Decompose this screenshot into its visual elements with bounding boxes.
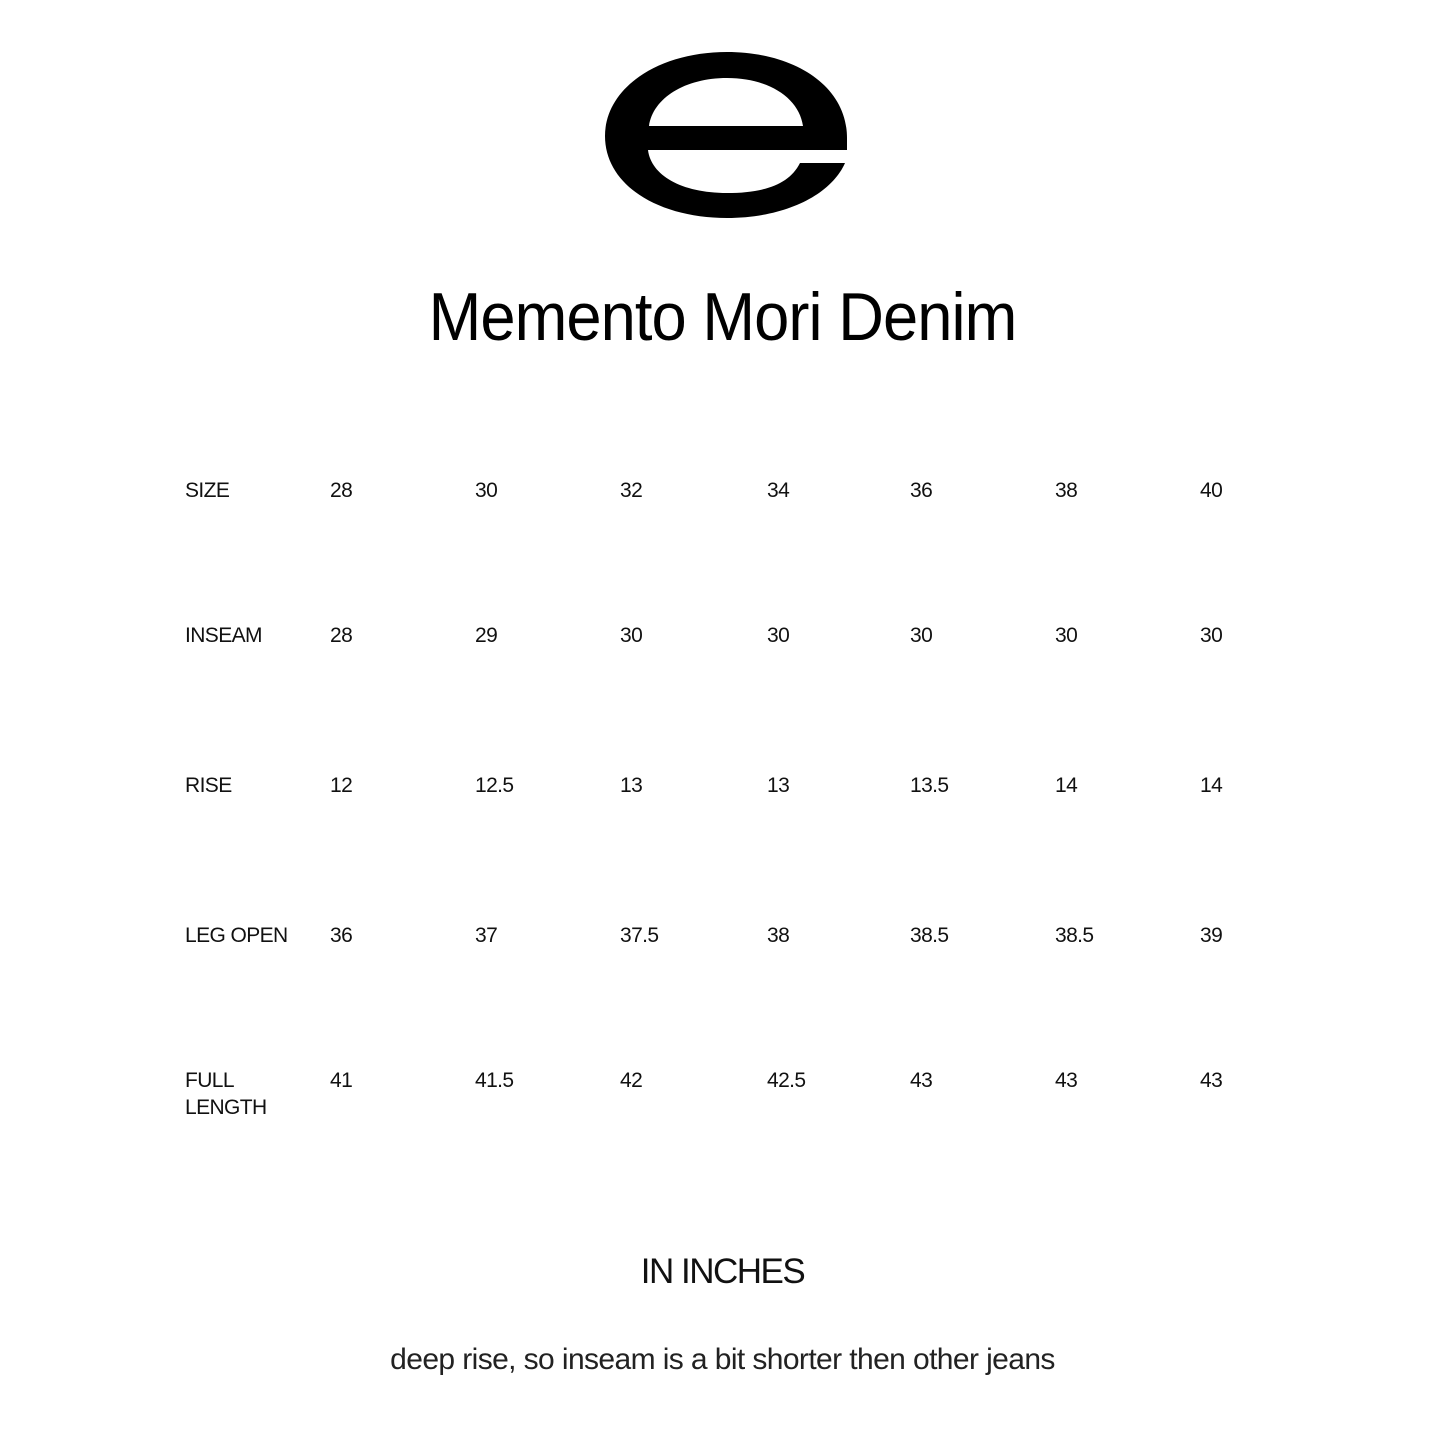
table-row-rise xyxy=(0,772,1445,832)
table-cell: 34 xyxy=(767,479,790,502)
table-row-inseam xyxy=(0,622,1445,682)
table-cell: 14 xyxy=(1200,774,1223,797)
table-cell: 36 xyxy=(910,479,933,502)
table-cell: 30 xyxy=(767,624,790,647)
fit-note: deep rise, so inseam is a bit shorter then other jeans xyxy=(390,1343,1055,1376)
table-cell: 13 xyxy=(767,774,790,797)
row-label: FULL LENGTH xyxy=(185,1069,267,1119)
table-cell: 13.5 xyxy=(910,774,949,797)
table-cell: 14 xyxy=(1055,774,1078,797)
row-label: RISE xyxy=(185,774,232,797)
table-cell: 30 xyxy=(475,479,498,502)
page-title: Memento Mori Denim xyxy=(428,279,1017,355)
table-row-leg-open xyxy=(0,922,1445,982)
row-label: SIZE xyxy=(185,479,230,502)
table-cell: 30 xyxy=(1200,624,1223,647)
table-cell: 43 xyxy=(1200,1069,1223,1092)
table-cell: 42.5 xyxy=(767,1069,806,1092)
table-cell: 37.5 xyxy=(620,924,659,947)
units-label: IN INCHES xyxy=(640,1252,805,1291)
table-cell: 28 xyxy=(330,479,353,502)
table-cell: 38.5 xyxy=(910,924,949,947)
table-cell: 13 xyxy=(620,774,643,797)
table-cell: 30 xyxy=(1055,624,1078,647)
table-row-full-length xyxy=(0,1067,1445,1127)
table-cell: 41 xyxy=(330,1069,353,1092)
table-cell: 32 xyxy=(620,479,643,502)
table-cell: 38 xyxy=(767,924,790,947)
table-cell: 28 xyxy=(330,624,353,647)
row-label: INSEAM xyxy=(185,624,262,647)
table-cell: 43 xyxy=(1055,1069,1078,1092)
table-row-size xyxy=(0,477,1445,537)
table-cell: 12 xyxy=(330,774,353,797)
table-cell: 12.5 xyxy=(475,774,514,797)
table-cell: 40 xyxy=(1200,479,1223,502)
table-cell: 30 xyxy=(620,624,643,647)
table-cell: 38 xyxy=(1055,479,1078,502)
table-cell: 30 xyxy=(910,624,933,647)
table-cell: 39 xyxy=(1200,924,1223,947)
table-cell: 37 xyxy=(475,924,498,947)
table-cell: 42 xyxy=(620,1069,643,1092)
table-cell: 36 xyxy=(330,924,353,947)
table-cell: 41.5 xyxy=(475,1069,514,1092)
table-cell: 43 xyxy=(910,1069,933,1092)
table-cell: 38.5 xyxy=(1055,924,1094,947)
table-cell: 29 xyxy=(475,624,498,647)
row-label: LEG OPEN xyxy=(185,924,288,947)
